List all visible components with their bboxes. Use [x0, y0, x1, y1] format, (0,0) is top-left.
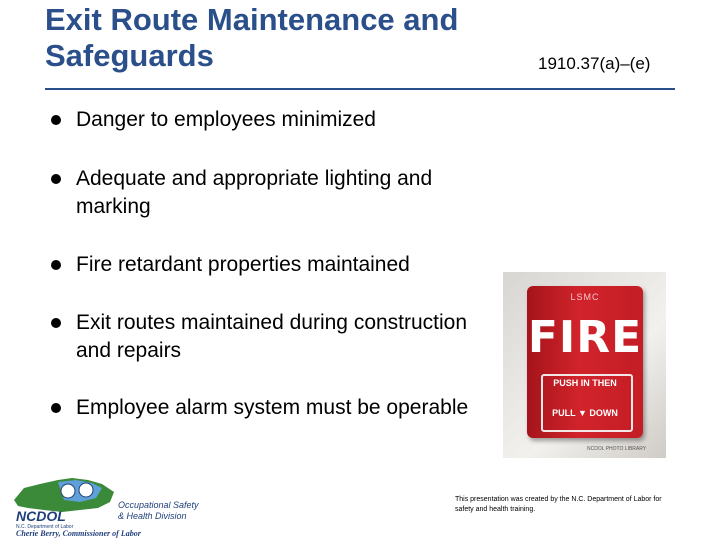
bullet-dot-icon — [51, 318, 61, 328]
bullet-text: Fire retardant properties maintained — [76, 253, 410, 276]
slide-title: Exit Route Maintenance and Safeguards — [45, 2, 459, 73]
regulation-reference: 1910.37(a)–(e) — [538, 54, 651, 73]
bullet-dot-icon — [51, 403, 61, 413]
bullet-dot-icon — [51, 260, 61, 270]
fire-alarm-pull-station — [527, 286, 643, 438]
bullet-text: Employee alarm system must be operable — [76, 396, 469, 419]
fire-alarm-photo — [503, 272, 666, 458]
bullet-item — [51, 394, 481, 422]
bullet-dot-icon — [51, 174, 61, 184]
logo-org-text: NCDOL — [16, 508, 66, 524]
bullet-item — [51, 165, 481, 221]
division-line1: Occupational Safety — [118, 500, 199, 510]
bullet-item — [51, 309, 481, 365]
alarm-push-text: PUSH IN THEN — [553, 378, 617, 388]
title-divider — [45, 88, 675, 90]
bullet-item — [51, 251, 481, 279]
photo-credit: NCDOL PHOTO LIBRARY — [587, 446, 647, 452]
commissioner-text: Cherie Berry, Commissioner of Labor — [16, 529, 141, 538]
alarm-pull-text: PULL ▼ DOWN — [552, 408, 618, 418]
division-line2: & Health Division — [118, 511, 187, 521]
ncdol-osh-logo — [10, 470, 210, 538]
bullet-item — [51, 106, 481, 134]
bullet-dot-icon — [51, 115, 61, 125]
bullet-text: Danger to employees minimized — [76, 108, 376, 131]
footer-note: This presentation was created by the N.C. Department of Labor for safety and health training. — [455, 496, 662, 513]
bullet-text: Adequate and appropriate lighting and marking — [76, 167, 433, 218]
alarm-top-label: LSMC — [570, 292, 600, 302]
logo-dept-text: N.C. Department of Labor — [16, 524, 74, 530]
alarm-fire-text: FIRE — [527, 312, 643, 363]
bullet-text: Exit routes maintained during construction and repairs — [76, 311, 468, 362]
